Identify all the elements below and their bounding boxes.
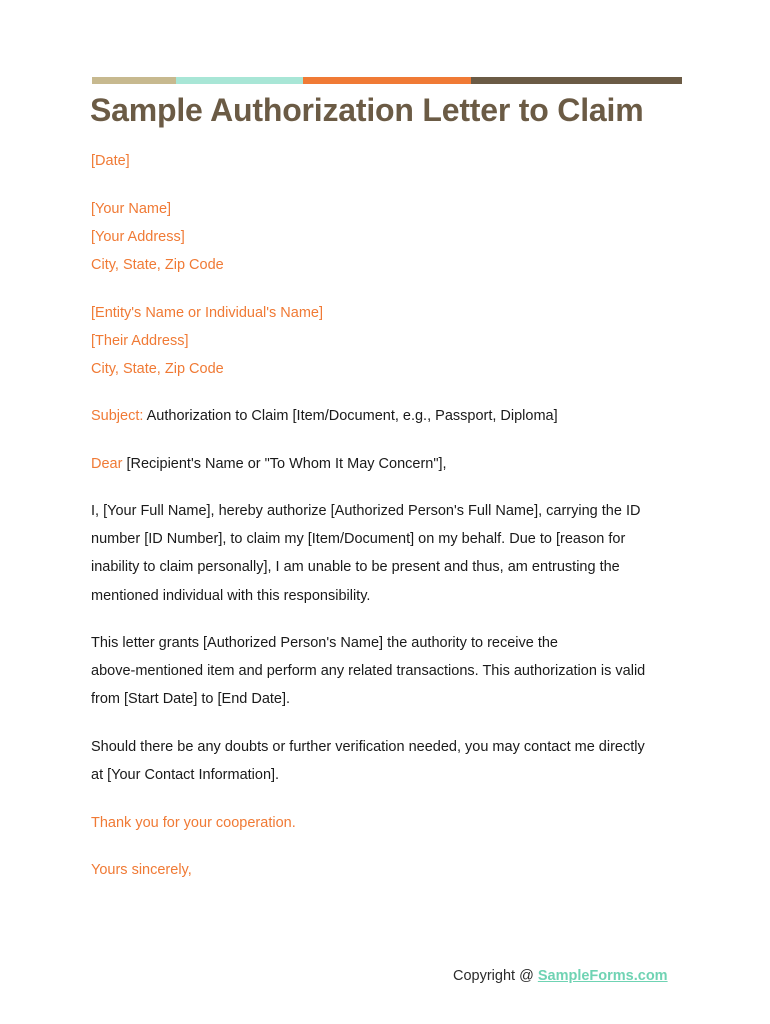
paragraph-1-line-4: mentioned individual with this responsibility. [91, 588, 371, 604]
recipient-address: [Their Address] [91, 333, 189, 349]
decorative-color-bar [92, 77, 682, 84]
thanks-line: Thank you for your cooperation. [91, 815, 296, 831]
paragraph-3-line-1: Should there be any doubts or further verification needed, you may contact me directly [91, 739, 645, 755]
recipient-city-state-zip: City, State, Zip Code [91, 361, 224, 377]
paragraph-1-line-3: inability to claim personally], I am unable to be present and thus, am entrusting the [91, 559, 620, 575]
sender-address: [Your Address] [91, 229, 185, 245]
subject-line [91, 408, 558, 424]
color-bar-segment-orange [303, 77, 471, 84]
copyright-text: Copyright @ [453, 968, 538, 984]
paragraph-1-line-2: number [ID Number], to claim my [Item/Document] on my behalf. Due to [reason for [91, 531, 626, 547]
date-line: [Date] [91, 153, 130, 169]
document-title: Sample Authorization Letter to Claim [90, 92, 644, 128]
paragraph-1-line-1: I, [Your Full Name], hereby authorize [Authorized Person's Full Name], carrying the ID [91, 503, 641, 519]
sender-city-state-zip: City, State, Zip Code [91, 257, 224, 273]
color-bar-segment-tan [92, 77, 176, 84]
sampleforms-link[interactable]: SampleForms.com [537, 968, 668, 984]
closing-line: Yours sincerely, [91, 862, 192, 878]
sender-name: [Your Name] [91, 201, 172, 217]
salutation-line [91, 456, 447, 472]
subject-label: Subject: [91, 408, 144, 424]
color-bar-segment-mint [176, 77, 303, 84]
color-bar-segment-brown [471, 77, 682, 84]
paragraph-2-line-2: above-mentioned item and perform any related transactions. This authorization is valid [91, 663, 646, 679]
paragraph-3-line-2: at [Your Contact Information]. [91, 767, 280, 783]
salutation-label: Dear [91, 456, 123, 472]
salutation-text: [Recipient's Name or "To Whom It May Concern"], [122, 456, 447, 472]
paragraph-2-line-3: from [Start Date] to [End Date]. [91, 691, 291, 707]
recipient-name: [Entity's Name or Individual's Name] [91, 305, 323, 321]
copyright-footer [453, 968, 668, 984]
paragraph-2-line-1: This letter grants [Authorized Person's Name] the authority to receive the [91, 635, 558, 651]
subject-text: Authorization to Claim [Item/Document, e.g., Passport, Diploma] [143, 408, 558, 424]
